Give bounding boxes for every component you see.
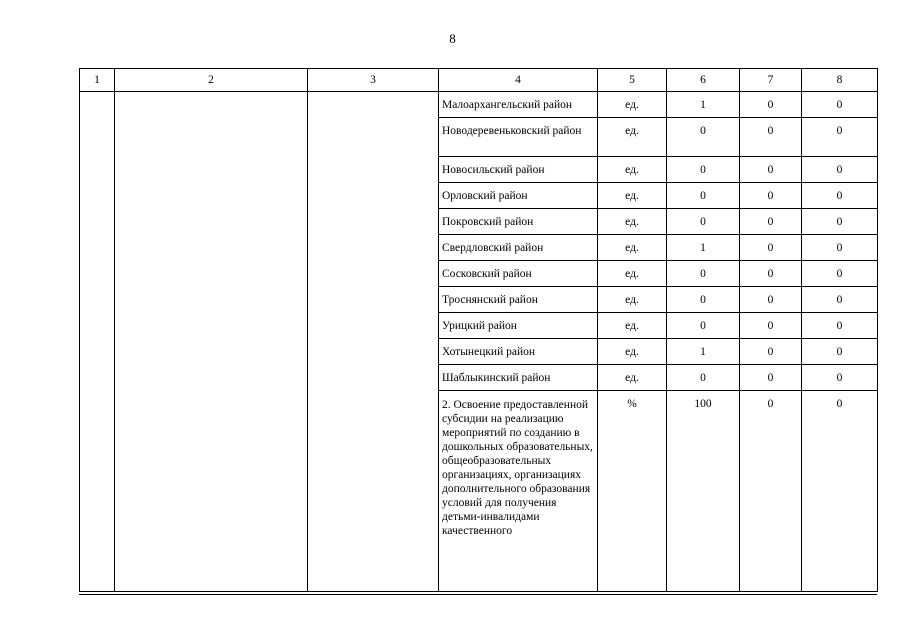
header-cell-8: 8 bbox=[802, 69, 878, 92]
district-name: Урицкий район bbox=[439, 313, 598, 339]
value-cell-7: 0 bbox=[740, 209, 802, 235]
unit-cell: ед. bbox=[598, 339, 667, 365]
value-cell-7: 0 bbox=[740, 287, 802, 313]
column-3-cell bbox=[308, 92, 439, 592]
header-cell-4: 4 bbox=[439, 69, 598, 92]
value-cell-8: 0 bbox=[802, 92, 878, 118]
header-cell-7: 7 bbox=[740, 69, 802, 92]
unit-cell: ед. bbox=[598, 287, 667, 313]
district-name: Сосковский район bbox=[439, 261, 598, 287]
indicator-value-6: 100 bbox=[667, 391, 740, 592]
unit-cell: ед. bbox=[598, 157, 667, 183]
district-name: Троснянский район bbox=[439, 287, 598, 313]
district-name: Покровский район bbox=[439, 209, 598, 235]
header-row bbox=[80, 69, 878, 92]
table-row bbox=[80, 92, 878, 118]
value-cell-6: 1 bbox=[667, 339, 740, 365]
value-cell-6: 1 bbox=[667, 92, 740, 118]
value-cell-6: 0 bbox=[667, 118, 740, 157]
value-cell-8: 0 bbox=[802, 235, 878, 261]
header-cell-3: 3 bbox=[308, 69, 439, 92]
table-body bbox=[80, 69, 878, 592]
unit-cell: ед. bbox=[598, 183, 667, 209]
header-cell-6: 6 bbox=[667, 69, 740, 92]
value-cell-6: 0 bbox=[667, 261, 740, 287]
district-name: Шаблыкинский район bbox=[439, 365, 598, 391]
unit-cell: ед. bbox=[598, 92, 667, 118]
value-cell-6: 0 bbox=[667, 209, 740, 235]
value-cell-6: 0 bbox=[667, 183, 740, 209]
unit-cell: ед. bbox=[598, 261, 667, 287]
value-cell-8: 0 bbox=[802, 365, 878, 391]
value-cell-8: 0 bbox=[802, 287, 878, 313]
header-cell-2: 2 bbox=[115, 69, 308, 92]
unit-cell: ед. bbox=[598, 118, 667, 157]
value-cell-7: 0 bbox=[740, 157, 802, 183]
unit-cell: ед. bbox=[598, 313, 667, 339]
unit-cell: ед. bbox=[598, 209, 667, 235]
indicator-unit: % bbox=[598, 391, 667, 592]
value-cell-8: 0 bbox=[802, 209, 878, 235]
value-cell-6: 0 bbox=[667, 365, 740, 391]
value-cell-7: 0 bbox=[740, 118, 802, 157]
value-cell-6: 0 bbox=[667, 157, 740, 183]
indicator-value-8: 0 bbox=[802, 391, 878, 592]
district-name: Орловский район bbox=[439, 183, 598, 209]
value-cell-8: 0 bbox=[802, 261, 878, 287]
value-cell-7: 0 bbox=[740, 92, 802, 118]
value-cell-8: 0 bbox=[802, 118, 878, 157]
district-name: Новодеревеньковский район bbox=[439, 118, 598, 157]
value-cell-7: 0 bbox=[740, 261, 802, 287]
district-name: Малоархангельский район bbox=[439, 92, 598, 118]
district-name: Новосильский район bbox=[439, 157, 598, 183]
column-1-cell bbox=[80, 92, 115, 592]
column-2-cell bbox=[115, 92, 308, 592]
unit-cell: ед. bbox=[598, 235, 667, 261]
indicator-value-7: 0 bbox=[740, 391, 802, 592]
header-cell-1: 1 bbox=[80, 69, 115, 92]
value-cell-8: 0 bbox=[802, 183, 878, 209]
page-number: 8 bbox=[449, 31, 456, 46]
value-cell-8: 0 bbox=[802, 339, 878, 365]
value-cell-6: 0 bbox=[667, 313, 740, 339]
unit-cell: ед. bbox=[598, 365, 667, 391]
value-cell-7: 0 bbox=[740, 339, 802, 365]
data-table bbox=[79, 68, 878, 592]
value-cell-8: 0 bbox=[802, 157, 878, 183]
district-name: Свердловский район bbox=[439, 235, 598, 261]
value-cell-7: 0 bbox=[740, 183, 802, 209]
indicator-name: 2. Освоение предоставленной субсидии на реализацию мероприятий по созданию в дошкольных образовательных, общеобразовательных организациях, организациях дополнительного образования условий для получения детьми-инвалидами качественного bbox=[439, 391, 598, 592]
value-cell-6: 1 bbox=[667, 235, 740, 261]
table-bottom-edge bbox=[79, 594, 877, 595]
value-cell-7: 0 bbox=[740, 313, 802, 339]
header-cell-5: 5 bbox=[598, 69, 667, 92]
value-cell-6: 0 bbox=[667, 287, 740, 313]
value-cell-7: 0 bbox=[740, 365, 802, 391]
value-cell-7: 0 bbox=[740, 235, 802, 261]
district-name: Хотынецкий район bbox=[439, 339, 598, 365]
value-cell-8: 0 bbox=[802, 313, 878, 339]
